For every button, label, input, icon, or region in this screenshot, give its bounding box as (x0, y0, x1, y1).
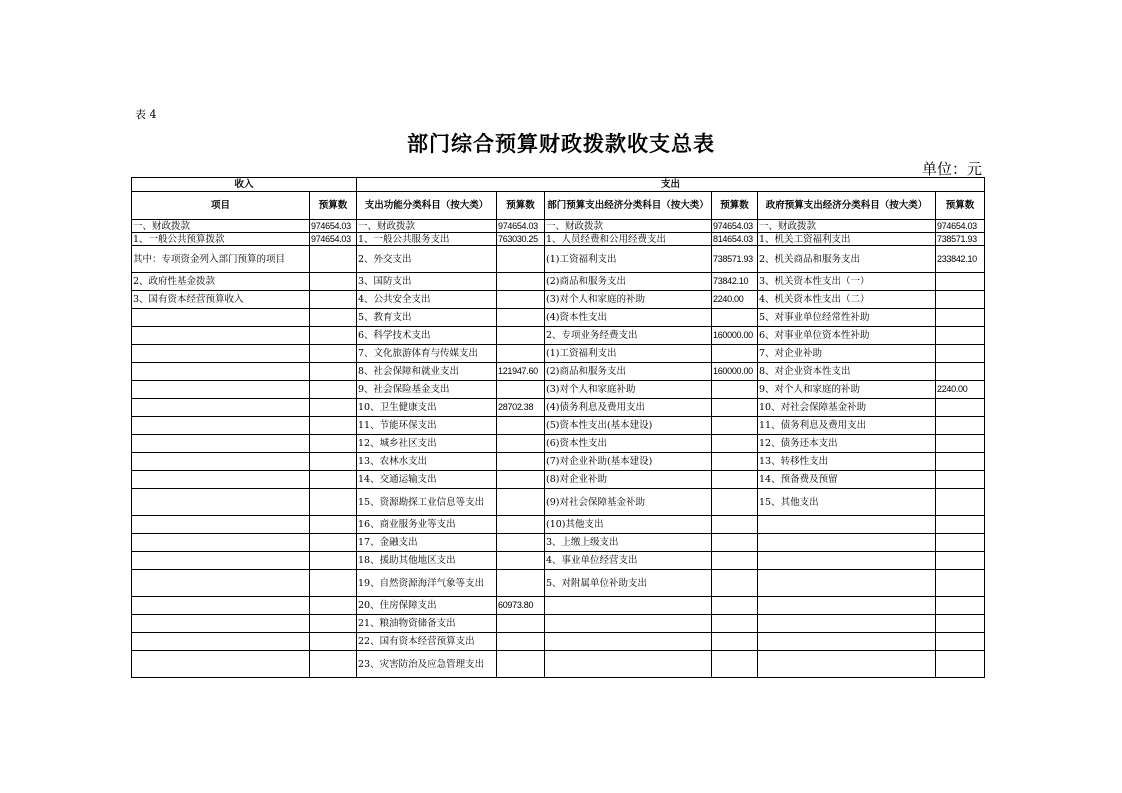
func-class-budget-cell: 121947.60 (497, 363, 545, 381)
dept-econ-budget-cell: 160000.00 (712, 327, 758, 345)
gov-econ-budget-cell (936, 453, 985, 471)
dept-econ-budget-cell: 738571.93 (712, 246, 758, 273)
dept-econ-budget-cell (712, 345, 758, 363)
gov-econ-budget-cell (936, 552, 985, 570)
gov-econ-item-cell: 3、机关资本性支出（一） (758, 273, 936, 291)
unit-label: 单位：元 (921, 160, 982, 178)
func-class-item-cell: 6、科学技术支出 (357, 327, 497, 345)
dept-econ-budget-cell: 73842.10 (712, 273, 758, 291)
gov-econ-item-cell (758, 633, 936, 651)
gov-econ-budget-cell: 738571.93 (936, 233, 985, 246)
income-budget-cell (310, 471, 357, 489)
gov-econ-budget-cell (936, 516, 985, 534)
dept-econ-item-cell: (4)债务利息及费用支出 (545, 399, 712, 417)
dept-econ-item-cell: (2)商品和服务支出 (545, 273, 712, 291)
dept-econ-item-cell: (3)对个人和家庭补助 (545, 381, 712, 399)
dept-econ-budget-cell (712, 552, 758, 570)
income-item-cell (132, 345, 310, 363)
table-row (132, 534, 985, 552)
gov-econ-budget-cell (936, 489, 985, 516)
dept-econ-item-cell: (2)商品和服务支出 (545, 363, 712, 381)
income-item-cell (132, 399, 310, 417)
gov-econ-budget-cell (936, 417, 985, 435)
table-row (132, 597, 985, 615)
budget-header: 预算数 (936, 192, 985, 220)
dept-econ-item-cell: (5)资本性支出(基本建设) (545, 417, 712, 435)
func-class-item-cell: 18、援助其他地区支出 (357, 552, 497, 570)
dept-econ-item-cell: (1)工资福利支出 (545, 345, 712, 363)
budget-header: 预算数 (310, 192, 357, 220)
func-class-item-cell: 一、财政拨款 (357, 220, 497, 233)
dept-econ-item-cell (545, 651, 712, 678)
func-class-budget-cell (497, 552, 545, 570)
income-budget-cell: 974654.03 (310, 220, 357, 233)
func-class-item-cell: 17、金融支出 (357, 534, 497, 552)
income-budget-cell (310, 534, 357, 552)
func-class-item-cell: 11、节能环保支出 (357, 417, 497, 435)
income-budget-cell (310, 381, 357, 399)
income-budget-cell (310, 597, 357, 615)
table-body (132, 220, 985, 678)
income-item-cell (132, 633, 310, 651)
func-class-budget-cell: 763030.25 (497, 233, 545, 246)
gov-econ-budget-cell (936, 651, 985, 678)
table-number: 表 4 (135, 108, 157, 121)
table-row (132, 489, 985, 516)
func-class-item-cell: 7、文化旅游体育与传媒支出 (357, 345, 497, 363)
table-row (132, 399, 985, 417)
dept-econ-item-cell: (3)对个人和家庭的补助 (545, 291, 712, 309)
func-class-item-cell: 23、灾害防治及应急管理支出 (357, 651, 497, 678)
income-item-cell (132, 489, 310, 516)
dept-econ-item-cell (545, 597, 712, 615)
func-class-header: 支出功能分类科目（按大类） (357, 192, 497, 220)
income-budget-cell: 974654.03 (310, 233, 357, 246)
dept-econ-budget-cell (712, 570, 758, 597)
func-class-item-cell: 20、住房保障支出 (357, 597, 497, 615)
income-budget-cell (310, 363, 357, 381)
dept-econ-item-cell: (6)资本性支出 (545, 435, 712, 453)
gov-econ-item-cell: 4、机关资本性支出（二） (758, 291, 936, 309)
income-budget-cell (310, 435, 357, 453)
gov-econ-item-cell (758, 651, 936, 678)
func-class-budget-cell (497, 345, 545, 363)
dept-econ-item-cell: 4、事业单位经营支出 (545, 552, 712, 570)
dept-econ-item-cell: (1)工资福利支出 (545, 246, 712, 273)
dept-econ-item-cell: 一、财政拨款 (545, 220, 712, 233)
dept-econ-budget-cell (712, 633, 758, 651)
dept-econ-item-cell: (4)资本性支出 (545, 309, 712, 327)
income-budget-cell (310, 291, 357, 309)
func-class-budget-cell (497, 381, 545, 399)
income-budget-cell (310, 273, 357, 291)
func-class-budget-cell: 974654.03 (497, 220, 545, 233)
gov-econ-item-cell: 8、对企业资本性支出 (758, 363, 936, 381)
table-row (132, 651, 985, 678)
dept-econ-budget-cell (712, 399, 758, 417)
func-class-budget-cell (497, 651, 545, 678)
func-class-budget-cell (497, 489, 545, 516)
income-budget-cell (310, 651, 357, 678)
dept-econ-item-cell: 3、上缴上级支出 (545, 534, 712, 552)
income-budget-cell (310, 516, 357, 534)
dept-econ-budget-cell (712, 534, 758, 552)
dept-econ-budget-cell (712, 435, 758, 453)
income-budget-cell (310, 246, 357, 273)
dept-econ-budget-cell: 974654.03 (712, 220, 758, 233)
income-item-cell (132, 516, 310, 534)
gov-econ-budget-cell (936, 273, 985, 291)
gov-econ-item-cell (758, 597, 936, 615)
income-budget-cell (310, 345, 357, 363)
dept-econ-budget-cell (712, 597, 758, 615)
func-class-budget-cell (497, 534, 545, 552)
table-row (132, 309, 985, 327)
income-budget-cell (310, 570, 357, 597)
income-item-cell (132, 453, 310, 471)
income-header: 收入 (132, 178, 357, 192)
gov-econ-item-cell: 5、对事业单位经常性补助 (758, 309, 936, 327)
gov-econ-item-cell (758, 516, 936, 534)
income-item-cell: 3、国有资本经营预算收入 (132, 291, 310, 309)
gov-econ-item-cell: 13、转移性支出 (758, 453, 936, 471)
dept-econ-budget-cell: 160000.00 (712, 363, 758, 381)
func-class-budget-cell (497, 291, 545, 309)
func-class-budget-cell (497, 633, 545, 651)
func-class-item-cell: 13、农林水支出 (357, 453, 497, 471)
gov-econ-item-cell (758, 552, 936, 570)
func-class-item-cell: 1、一般公共服务支出 (357, 233, 497, 246)
income-item-cell: 1、一般公共预算拨款 (132, 233, 310, 246)
gov-econ-budget-cell (936, 471, 985, 489)
func-class-item-cell: 14、交通运输支出 (357, 471, 497, 489)
dept-econ-budget-cell (712, 516, 758, 534)
income-item-cell (132, 327, 310, 345)
func-class-item-cell: 9、社会保险基金支出 (357, 381, 497, 399)
gov-econ-budget-cell (936, 633, 985, 651)
income-item-cell (132, 597, 310, 615)
income-budget-cell (310, 633, 357, 651)
gov-econ-item-cell (758, 534, 936, 552)
income-item-cell (132, 471, 310, 489)
func-class-budget-cell (497, 453, 545, 471)
income-item-cell: 2、政府性基金拨款 (132, 273, 310, 291)
income-item-cell (132, 651, 310, 678)
dept-econ-budget-cell (712, 615, 758, 633)
func-class-item-cell: 10、卫生健康支出 (357, 399, 497, 417)
dept-econ-item-cell: 2、专项业务经费支出 (545, 327, 712, 345)
gov-econ-budget-cell (936, 435, 985, 453)
gov-econ-item-cell (758, 615, 936, 633)
gov-econ-item-cell: 7、对企业补助 (758, 345, 936, 363)
budget-table (131, 177, 985, 678)
gov-econ-item-cell: 6、对事业单位资本性补助 (758, 327, 936, 345)
func-class-budget-cell (497, 570, 545, 597)
func-class-item-cell: 2、外交支出 (357, 246, 497, 273)
dept-econ-item-cell (545, 615, 712, 633)
func-class-item-cell: 8、社会保障和就业支出 (357, 363, 497, 381)
table-row (132, 633, 985, 651)
gov-econ-item-cell: 9、对个人和家庭的补助 (758, 381, 936, 399)
table-row (132, 273, 985, 291)
budget-header: 预算数 (497, 192, 545, 220)
dept-econ-budget-cell: 814654.03 (712, 233, 758, 246)
gov-econ-budget-cell: 974654.03 (936, 220, 985, 233)
dept-econ-item-cell: (9)对社会保障基金补助 (545, 489, 712, 516)
income-item-cell (132, 381, 310, 399)
dept-econ-budget-cell (712, 453, 758, 471)
table-row (132, 435, 985, 453)
func-class-budget-cell (497, 615, 545, 633)
dept-econ-budget-cell (712, 471, 758, 489)
func-class-budget-cell (497, 471, 545, 489)
func-class-budget-cell (497, 435, 545, 453)
func-class-budget-cell (497, 516, 545, 534)
income-budget-cell (310, 309, 357, 327)
gov-econ-budget-cell (936, 345, 985, 363)
income-item-cell (132, 615, 310, 633)
func-class-budget-cell: 28702.38 (497, 399, 545, 417)
table-row (132, 471, 985, 489)
gov-econ-budget-cell (936, 615, 985, 633)
income-item-cell: 一、财政拨款 (132, 220, 310, 233)
func-class-item-cell: 12、城乡社区支出 (357, 435, 497, 453)
gov-econ-item-cell: 1、机关工资福利支出 (758, 233, 936, 246)
func-class-item-cell: 15、资源勘探工业信息等支出 (357, 489, 497, 516)
dept-econ-budget-cell: 2240.00 (712, 291, 758, 309)
table-row (132, 516, 985, 534)
func-class-item-cell: 21、粮油物资储备支出 (357, 615, 497, 633)
income-item-cell (132, 363, 310, 381)
income-item-cell (132, 534, 310, 552)
income-budget-cell (310, 327, 357, 345)
income-budget-cell (310, 453, 357, 471)
gov-econ-budget-cell (936, 534, 985, 552)
table-row (132, 552, 985, 570)
func-class-item-cell: 3、国防支出 (357, 273, 497, 291)
gov-econ-budget-cell (936, 291, 985, 309)
table-row (132, 363, 985, 381)
gov-econ-budget-cell: 233842.10 (936, 246, 985, 273)
func-class-budget-cell (497, 327, 545, 345)
dept-econ-item-cell: (10)其他支出 (545, 516, 712, 534)
gov-econ-budget-cell (936, 597, 985, 615)
income-item-cell: 其中：专项资金列入部门预算的项目 (132, 246, 310, 273)
dept-econ-header: 部门预算支出经济分类科目（按大类） (545, 192, 712, 220)
func-class-item-cell: 22、国有资本经营预算支出 (357, 633, 497, 651)
budget-header: 预算数 (712, 192, 758, 220)
func-class-item-cell: 5、教育支出 (357, 309, 497, 327)
table-row (132, 453, 985, 471)
gov-econ-item-cell: 一、财政拨款 (758, 220, 936, 233)
gov-econ-item-cell: 11、债务利息及费用支出 (758, 417, 936, 435)
gov-econ-budget-cell (936, 363, 985, 381)
func-class-item-cell: 4、公共安全支出 (357, 291, 497, 309)
dept-econ-item-cell: 1、人员经费和公用经费支出 (545, 233, 712, 246)
func-class-budget-cell: 60973.80 (497, 597, 545, 615)
dept-econ-item-cell: (8)对企业补助 (545, 471, 712, 489)
income-budget-cell (310, 489, 357, 516)
table-row (132, 291, 985, 309)
dept-econ-budget-cell (712, 381, 758, 399)
page-title: 部门综合预算财政拨款收支总表 (407, 131, 715, 156)
func-class-budget-cell (497, 417, 545, 435)
income-budget-cell (310, 615, 357, 633)
item-header: 项目 (132, 192, 310, 220)
expense-header: 支出 (357, 178, 985, 192)
table-row (132, 327, 985, 345)
gov-econ-budget-cell (936, 309, 985, 327)
gov-econ-item-cell: 14、预备费及预留 (758, 471, 936, 489)
gov-econ-item-cell: 2、机关商品和服务支出 (758, 246, 936, 273)
gov-econ-budget-cell (936, 399, 985, 417)
table-row (132, 417, 985, 435)
gov-econ-item-cell: 12、债务还本支出 (758, 435, 936, 453)
dept-econ-budget-cell (712, 417, 758, 435)
table-row (132, 345, 985, 363)
gov-econ-budget-cell (936, 570, 985, 597)
income-budget-cell (310, 399, 357, 417)
func-class-item-cell: 19、自然资源海洋气象等支出 (357, 570, 497, 597)
dept-econ-item-cell: (7)对企业补助(基本建设) (545, 453, 712, 471)
dept-econ-item-cell (545, 633, 712, 651)
gov-econ-header: 政府预算支出经济分类科目（按大类） (758, 192, 936, 220)
dept-econ-budget-cell (712, 489, 758, 516)
dept-econ-budget-cell (712, 651, 758, 678)
gov-econ-item-cell (758, 570, 936, 597)
func-class-item-cell: 16、商业服务业等支出 (357, 516, 497, 534)
gov-econ-budget-cell (936, 327, 985, 345)
func-class-budget-cell (497, 309, 545, 327)
income-item-cell (132, 552, 310, 570)
table-row (132, 246, 985, 273)
table-row (132, 233, 985, 246)
income-budget-cell (310, 417, 357, 435)
gov-econ-item-cell: 10、对社会保障基金补助 (758, 399, 936, 417)
income-item-cell (132, 309, 310, 327)
gov-econ-item-cell: 15、其他支出 (758, 489, 936, 516)
income-budget-cell (310, 552, 357, 570)
gov-econ-budget-cell: 2240.00 (936, 381, 985, 399)
table-row (132, 615, 985, 633)
income-item-cell (132, 435, 310, 453)
table-row (132, 570, 985, 597)
table-row (132, 381, 985, 399)
dept-econ-item-cell: 5、对附属单位补助支出 (545, 570, 712, 597)
income-item-cell (132, 570, 310, 597)
func-class-budget-cell (497, 273, 545, 291)
income-item-cell (132, 417, 310, 435)
dept-econ-budget-cell (712, 309, 758, 327)
func-class-budget-cell (497, 246, 545, 273)
table-row (132, 220, 985, 233)
